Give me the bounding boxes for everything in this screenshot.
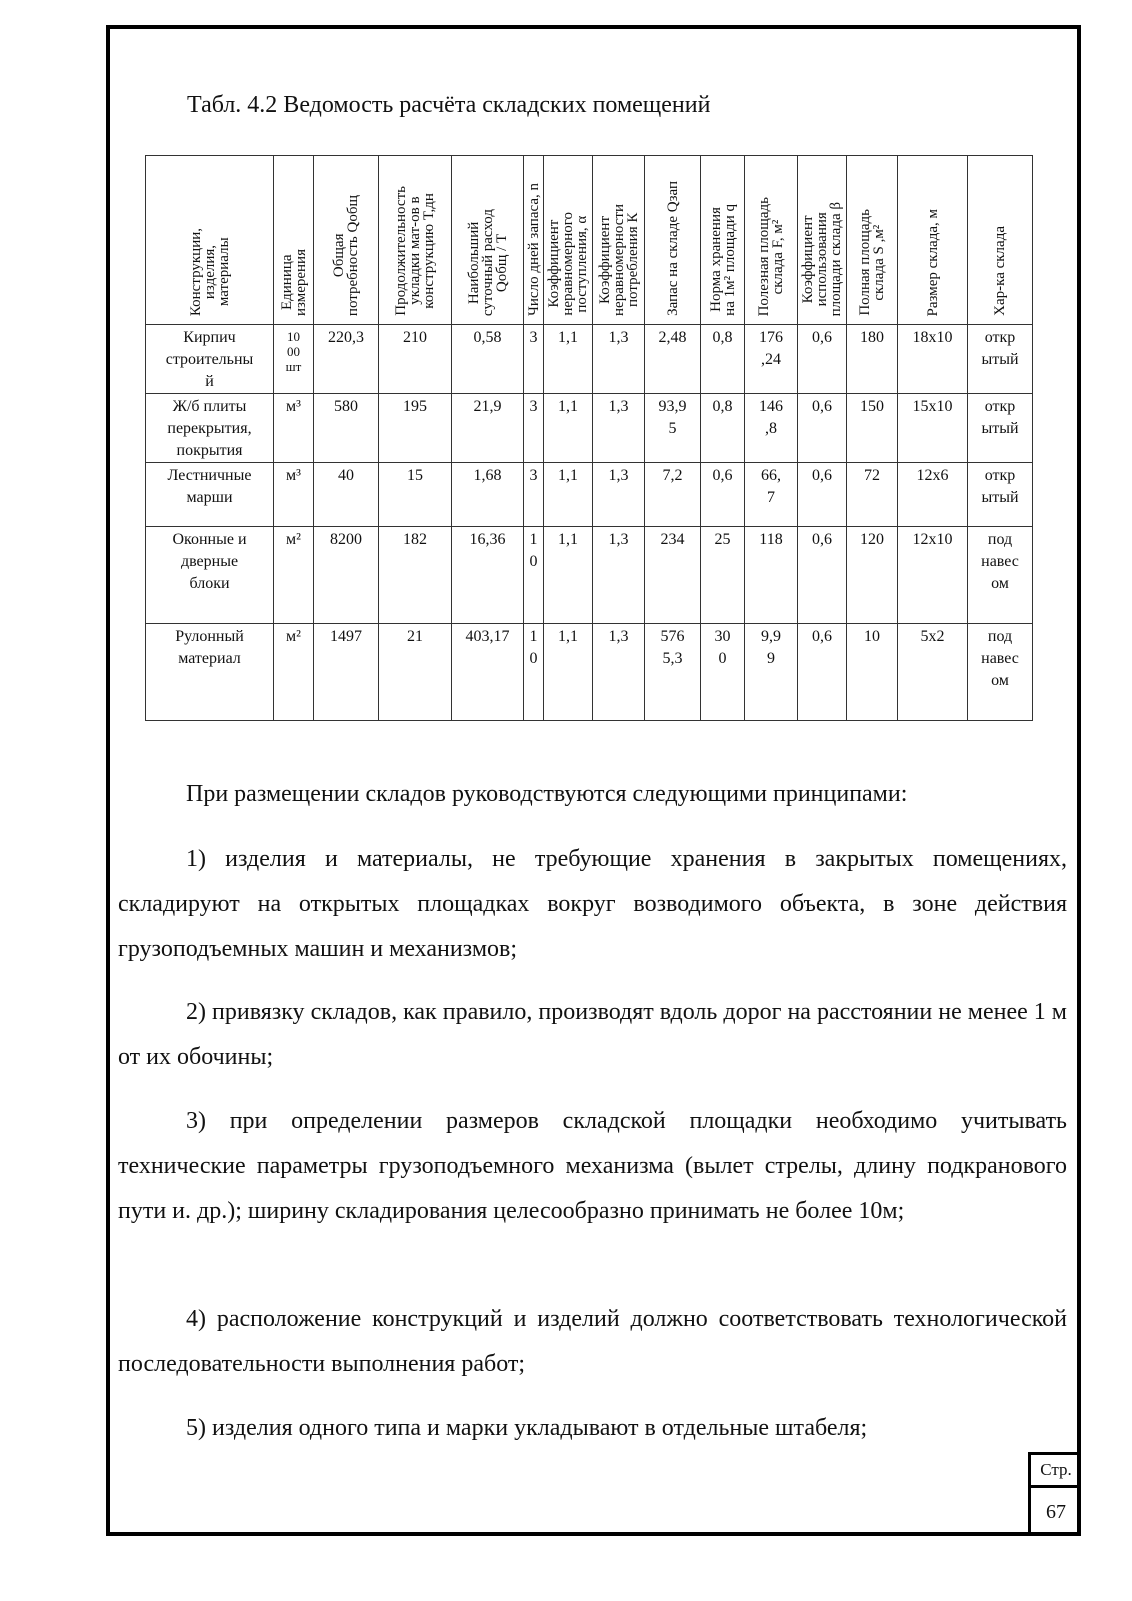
column-header <box>544 156 593 325</box>
row-name-cell <box>146 527 274 624</box>
cell-text: 180 <box>860 329 884 346</box>
cell-text: 21,9 <box>473 398 502 415</box>
cell-text: 0,6 <box>812 531 832 548</box>
table-cell <box>847 463 898 527</box>
page-number-box <box>1028 1452 1081 1536</box>
storage-table <box>145 155 1033 721</box>
cell-text: откр ытый <box>981 467 1019 506</box>
paragraph <box>118 1406 1067 1451</box>
cell-text: 220,3 <box>328 329 364 346</box>
cell-text: 1,3 <box>608 628 629 645</box>
cell-text: 150 <box>860 398 884 415</box>
table-cell <box>379 325 452 394</box>
column-header-label: Коэффициент неравномерности потребления К <box>596 204 641 316</box>
row-name-cell <box>146 624 274 721</box>
column-header-label: Запас на складе Qзап <box>664 181 681 316</box>
paragraph-text: 1) изделия и материалы, не требующие хранения в закрытых помещениях, складируют на открытых площадках вокруг возводимого объекта, в зоне действия грузоподъемных машин и механизмов; <box>118 846 1067 962</box>
cell-text: 182 <box>403 531 427 548</box>
cell-text: 0,8 <box>712 329 733 346</box>
cell-text: под навес ом <box>981 531 1019 592</box>
paragraph <box>118 772 1067 817</box>
cell-text: 21 <box>407 628 423 645</box>
paragraph-text: 4) расположение конструкций и изделий должно соответствовать технологической последовательности выполнения работ; <box>118 1306 1067 1377</box>
table-cell <box>745 325 798 394</box>
table-cell <box>452 527 524 624</box>
table-cell <box>745 527 798 624</box>
cell-text: 1,3 <box>608 531 629 548</box>
table-cell <box>593 624 645 721</box>
cell-text: 0,6 <box>812 398 832 415</box>
column-header <box>524 156 544 325</box>
table-cell <box>847 624 898 721</box>
page-label: Стр. <box>1031 1455 1081 1488</box>
column-header-label: Полезная площадь склада F, м² <box>756 196 786 316</box>
table-cell <box>968 394 1033 463</box>
column-header <box>452 156 524 325</box>
table-header-row <box>146 156 1033 325</box>
table-cell <box>379 463 452 527</box>
table-cell <box>452 624 524 721</box>
table-cell <box>847 325 898 394</box>
table-cell <box>314 624 379 721</box>
cell-text: м² <box>286 628 301 645</box>
cell-text: 5х2 <box>920 628 945 645</box>
table-cell <box>544 624 593 721</box>
column-header <box>274 156 314 325</box>
table-cell <box>745 624 798 721</box>
column-header-label: Общая потребность Qобщ <box>331 194 361 316</box>
column-header-label: Хар-ка склада <box>992 226 1008 316</box>
cell-text: 118 <box>759 531 783 548</box>
table-row <box>146 394 1033 463</box>
cell-text: 15 <box>407 467 423 484</box>
table-cell <box>898 527 968 624</box>
table-cell <box>379 527 452 624</box>
column-header <box>701 156 745 325</box>
table-cell <box>701 394 745 463</box>
table-cell <box>798 624 847 721</box>
cell-text: 15х10 <box>912 398 953 415</box>
cell-text: 40 <box>338 467 354 484</box>
cell-text: 176 ,24 <box>759 329 783 368</box>
row-name-cell <box>146 325 274 394</box>
paragraph-text: 5) изделия одного типа и марки укладывают в отдельные штабеля; <box>186 1415 868 1441</box>
cell-text: 1,3 <box>608 467 629 484</box>
cell-text: 3 <box>529 398 538 415</box>
cell-text: 195 <box>403 398 427 415</box>
column-header <box>645 156 701 325</box>
table-cell <box>701 624 745 721</box>
cell-text: 0,6 <box>812 628 832 645</box>
paragraph-text: При размещении складов руководствуются следующими принципами: <box>186 781 908 807</box>
table-cell <box>452 463 524 527</box>
table-cell <box>544 394 593 463</box>
cell-text: Кирпич строительны й <box>165 329 254 390</box>
cell-text: 234 <box>660 531 685 548</box>
cell-text: 1,3 <box>608 329 629 346</box>
column-header-label: Норма хранения на 1м² площади q <box>707 204 738 316</box>
cell-text: 120 <box>860 531 884 548</box>
table-cell <box>524 394 544 463</box>
table-cell <box>314 463 379 527</box>
column-header <box>898 156 968 325</box>
cell-text: 1497 <box>330 628 362 645</box>
cell-text: 30 0 <box>714 628 731 667</box>
table-cell <box>593 463 645 527</box>
cell-text: 7,2 <box>662 467 683 484</box>
table-cell <box>452 325 524 394</box>
column-header-label: Наибольший суточный расход Qобщ / Т <box>465 208 510 316</box>
cell-text: 1,68 <box>473 467 502 484</box>
cell-text: 1,1 <box>558 398 578 415</box>
table-cell <box>745 463 798 527</box>
page-number: 67 <box>1046 1501 1066 1523</box>
paragraph <box>118 1297 1067 1387</box>
cell-text: 9,9 9 <box>761 628 781 667</box>
cell-text: 72 <box>864 467 880 484</box>
table-cell <box>593 325 645 394</box>
table-cell <box>314 394 379 463</box>
column-header <box>745 156 798 325</box>
table-cell <box>898 463 968 527</box>
cell-text: 0,6 <box>812 329 832 346</box>
row-name-cell <box>146 463 274 527</box>
table-cell <box>645 394 701 463</box>
column-header-label: Конструкции, изделия, материалы <box>187 227 232 316</box>
cell-text: под навес ом <box>981 628 1019 689</box>
cell-text: 146 ,8 <box>759 398 783 437</box>
column-header <box>968 156 1033 325</box>
table-cell <box>593 394 645 463</box>
table-cell <box>544 325 593 394</box>
table-cell <box>645 527 701 624</box>
table-cell <box>524 527 544 624</box>
cell-text: откр ытый <box>981 329 1019 368</box>
table-cell <box>645 325 701 394</box>
cell-text: м³ <box>286 398 301 415</box>
table-cell <box>968 527 1033 624</box>
cell-text: откр ытый <box>981 398 1019 437</box>
cell-text: 93,9 5 <box>658 398 687 437</box>
cell-text: 1 0 <box>529 628 538 667</box>
table-cell <box>274 394 314 463</box>
cell-text: 1,1 <box>558 329 578 346</box>
cell-text: 576 5,3 <box>660 628 685 667</box>
column-header-label: Продолжительность укладки мат-ов в конструкцию Т,дн <box>393 186 437 316</box>
cell-text: м³ <box>286 467 301 484</box>
table-cell <box>968 325 1033 394</box>
column-header-label: Число дней запаса, n <box>525 183 542 316</box>
column-header <box>314 156 379 325</box>
cell-text: 8200 <box>330 531 362 548</box>
table-cell <box>593 527 645 624</box>
cell-text: 210 <box>403 329 427 346</box>
cell-text: 0,6 <box>712 467 733 484</box>
cell-text: 2,48 <box>658 329 687 346</box>
cell-text: 10 00 шт <box>285 329 302 374</box>
paragraph-text: 3) при определении размеров складской площадки необходимо учитывать технические параметры грузоподъемного механизма (вылет стрелы, длину подкранового пути и. др.); ширину складирования целесообразно принимать не более 10м; <box>118 1108 1067 1224</box>
table-cell <box>379 394 452 463</box>
cell-text: 0,6 <box>812 467 832 484</box>
table-row <box>146 325 1033 394</box>
column-header <box>847 156 898 325</box>
table-cell <box>745 394 798 463</box>
cell-text: 1,3 <box>608 398 629 415</box>
cell-text: 3 <box>529 467 538 484</box>
row-name-cell <box>146 394 274 463</box>
column-header <box>798 156 847 325</box>
table-cell <box>314 527 379 624</box>
cell-text: 0,8 <box>712 398 733 415</box>
paragraph-text: 2) привязку складов, как правило, производят вдоль дорог на расстоянии не менее 1 м от их обочины; <box>118 999 1067 1070</box>
cell-text: 18х10 <box>912 329 953 346</box>
column-header-label: Коэффициент неравномерного поступления, α <box>546 212 590 316</box>
cell-text: 0,58 <box>473 329 502 346</box>
cell-text: 12х10 <box>912 531 953 548</box>
table-cell <box>798 325 847 394</box>
table-cell <box>968 624 1033 721</box>
table-cell <box>274 527 314 624</box>
table-cell <box>898 624 968 721</box>
cell-text: 12х6 <box>916 467 949 484</box>
table-cell <box>645 463 701 527</box>
cell-text: 16,36 <box>469 531 506 548</box>
cell-text: 580 <box>334 398 358 415</box>
cell-text: 1,1 <box>558 467 578 484</box>
table-cell <box>701 527 745 624</box>
table-cell <box>524 624 544 721</box>
column-header <box>379 156 452 325</box>
cell-text: 10 <box>864 628 880 645</box>
column-header-label: Единица измерения <box>278 248 309 316</box>
column-header-label: Размер склада, м <box>924 208 941 316</box>
table-cell <box>452 394 524 463</box>
table-cell <box>898 325 968 394</box>
paragraph <box>118 1099 1067 1234</box>
table-cell <box>314 325 379 394</box>
column-header <box>146 156 274 325</box>
table-cell <box>701 325 745 394</box>
cell-text: 1,1 <box>558 628 578 645</box>
cell-text: Лестничные марши <box>167 467 252 506</box>
column-header-label: Коэффициент использования площади склада β <box>800 201 844 316</box>
cell-text: 3 <box>529 329 538 346</box>
table-cell <box>798 394 847 463</box>
paragraph <box>118 990 1067 1080</box>
cell-text: 403,17 <box>465 628 510 645</box>
table-cell <box>544 463 593 527</box>
cell-text: 66, 7 <box>761 467 781 506</box>
column-header <box>593 156 645 325</box>
table-cell <box>274 325 314 394</box>
table-cell <box>798 527 847 624</box>
table-cell <box>798 463 847 527</box>
table-cell <box>274 463 314 527</box>
table-cell <box>524 463 544 527</box>
table-cell <box>847 394 898 463</box>
cell-text: Ж/б плиты перекрытия, покрытия <box>167 398 252 459</box>
table-row <box>146 624 1033 721</box>
table-cell <box>274 624 314 721</box>
paragraph <box>118 837 1067 972</box>
column-header-label: Полная площадь склада S ,м² <box>857 209 887 316</box>
cell-text: м² <box>286 531 301 548</box>
cell-text: 1 0 <box>529 531 538 570</box>
table-row <box>146 463 1033 527</box>
table-caption: Табл. 4.2 Ведомость расчёта складских помещений <box>187 92 711 118</box>
table-row <box>146 527 1033 624</box>
table-cell <box>524 325 544 394</box>
table-cell <box>379 624 452 721</box>
table-cell <box>701 463 745 527</box>
cell-text: Рулонный материал <box>175 628 244 667</box>
table-cell <box>645 624 701 721</box>
cell-text: 1,1 <box>558 531 578 548</box>
cell-text: Оконные и дверные блоки <box>172 531 247 592</box>
table-cell <box>544 527 593 624</box>
table-cell <box>847 527 898 624</box>
cell-text: 25 <box>714 531 731 548</box>
table-cell <box>898 394 968 463</box>
table-cell <box>968 463 1033 527</box>
